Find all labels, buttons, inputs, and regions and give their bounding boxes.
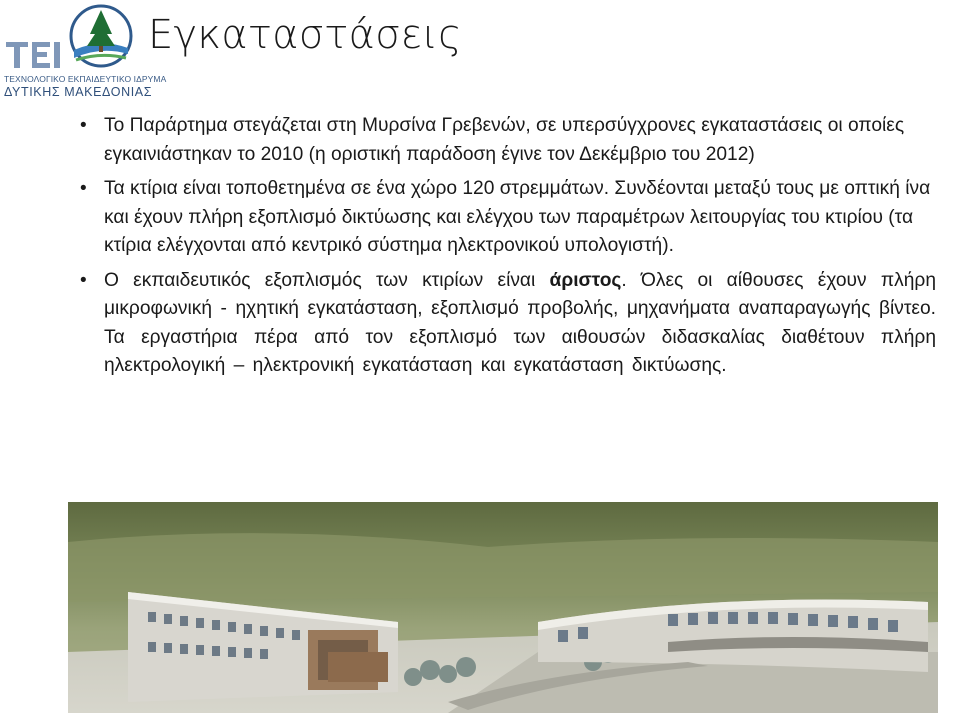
bullet-text: Τα κτίρια είναι τοποθετημένα σε ένα χώρο 120 στρεμμάτων. Συνδέονται μεταξύ τους με οπτική ίνα και έχουν πλήρη εξοπλισμό δικτύωσης και ελέγχου των παραμέτρων λειτουργίας του κτιρίου (τα κτίρια ελέγχονται από κεντρικό σύστημα ηλεκτρονικού υπολογιστή).	[104, 178, 931, 256]
bullet-item	[104, 112, 936, 169]
page-title: Εγκαταστάσεις	[148, 12, 462, 58]
bullet-text: Ο εκπαιδευτικός εξοπλισμός των κτιρίων είναι	[104, 269, 550, 291]
logo-institution-line: ΤΕΧΝΟΛΟΓΙΚΟ ΕΚΠΑΙΔΕΥΤΙΚΟ ΙΔΡΥΜΑ	[4, 74, 167, 84]
bullet-text: Το Παράρτημα στεγάζεται στη Μυρσίνα Γρεβενών, σε υπερσύγχρονες εγκαταστάσεις οι οποίες εγκαινιάστηκαν το 2010 (η οριστική παράδοση έγινε τον Δεκέμβριο του 2012)	[104, 115, 905, 165]
bullet-item	[104, 175, 936, 261]
bullet-list	[104, 112, 936, 387]
bullet-text: . Όλες οι αίθουσες έχουν πλήρη μικροφωνική - ηχητική εγκατάσταση, εξοπλισμό προβολής, μηχανήματα αναπαραγωγής βίντεο. Τα εργαστήρια πέρα από τον εξοπλισμό των αιθουσών διδασκαλίας διαθέτουν πλήρη ηλεκτρολογική – ηλεκτρονική εγκατάσταση και εγκατάσταση δικτύωσης.	[104, 269, 936, 376]
campus-photo	[68, 502, 938, 713]
bullet-emphasis: άριστος	[549, 269, 622, 291]
logo-region-line: ΔΥΤΙΚΗΣ ΜΑΚΕΔΟΝΙΑΣ	[4, 85, 153, 99]
bullet-item	[104, 267, 936, 381]
